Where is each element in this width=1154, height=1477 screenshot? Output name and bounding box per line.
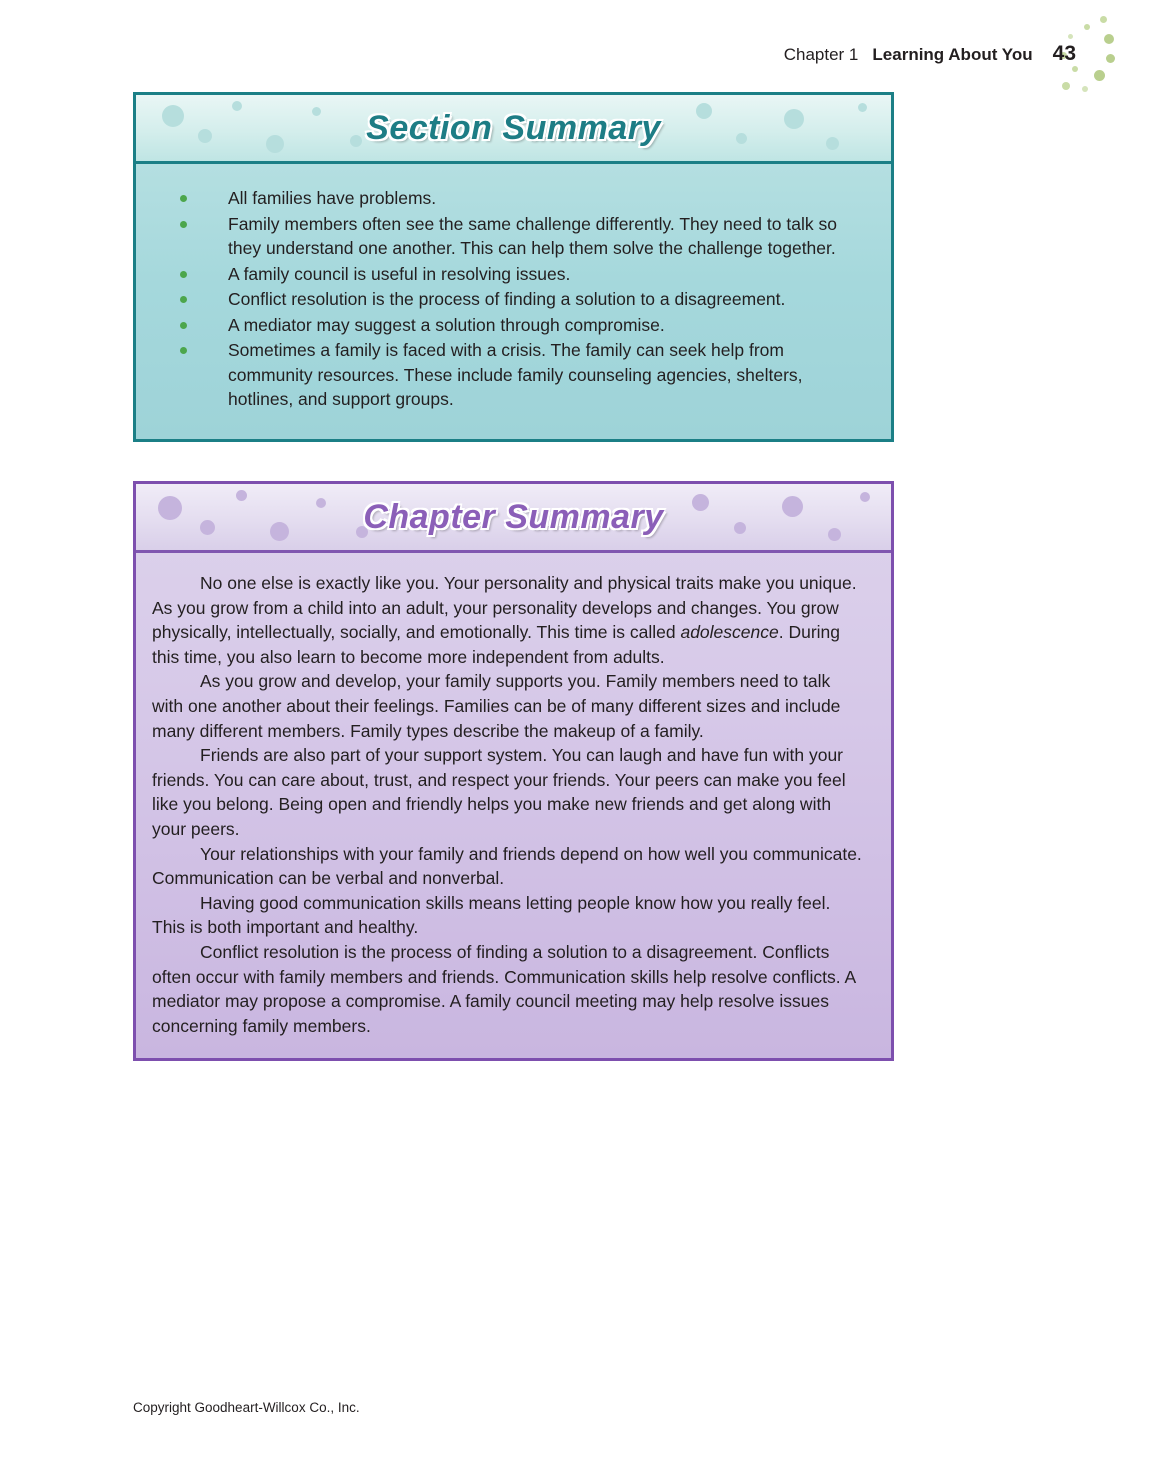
- list-item-text: Sometimes a family is faced with a crisis. The family can seek help from community resources. These include family counseling agencies, shelters, hotlines, and support groups.: [228, 340, 803, 409]
- paragraph: [152, 571, 865, 669]
- paragraph: Conflict resolution is the process of finding a solution to a disagreement. Conflicts often occur with family members and friends. Communication skills help resolve conflicts. A mediator may propose a compromise. A family council meeting may help resolve issues concerning family members.: [152, 941, 856, 1036]
- bullet-dot-icon: [180, 322, 187, 329]
- list-item-text: A family council is useful in resolving issues.: [228, 263, 571, 284]
- bullet-dot-icon: [180, 347, 187, 354]
- list-item-text: Family members often see the same challenge differently. They need to talk so they understand one another. This can help them solve the challenge together.: [228, 213, 837, 258]
- chapter-label: Chapter 1: [783, 45, 859, 64]
- paragraph-part-2: . During this time, you also learn to become more independent from adults.: [152, 622, 841, 667]
- list-item: [158, 186, 863, 211]
- paragraph-part-1: No one else is exactly like you. Your personality and physical traits make you unique. As you grow from a child into an adult, your personality develops and changes. You grow physically, intellectually, socially, and emotionally. This time is called: [152, 573, 857, 643]
- page-number: 43: [1052, 42, 1076, 65]
- list-item: [158, 287, 863, 312]
- bullet-dot-icon: [180, 195, 187, 202]
- list-item-text: A mediator may suggest a solution through compromise.: [228, 314, 665, 335]
- chapter-summary-box: [133, 481, 894, 1061]
- page-header: [784, 42, 1076, 66]
- chapter-summary-body: [136, 553, 891, 1058]
- section-summary-banner: [136, 95, 891, 164]
- section-summary-bullets: [136, 164, 891, 439]
- section-summary-box: [133, 92, 894, 442]
- paragraph: As you grow and develop, your family supports you. Family members need to talk with one another about their feelings. Families can be of many different sizes and include many different members. Family types describe the makeup of a family.: [152, 671, 841, 741]
- chapter-title: Learning About You: [872, 45, 1033, 64]
- chapter-summary-banner: [136, 484, 891, 553]
- bullet-dot-icon: [180, 296, 187, 303]
- list-item-text: Conflict resolution is the process of finding a solution to a disagreement.: [228, 289, 786, 309]
- list-item: [158, 212, 863, 261]
- list-item: [158, 262, 863, 287]
- copyright-notice: Copyright Goodheart-Willcox Co., Inc.: [133, 1400, 360, 1415]
- italic-term: adolescence: [680, 622, 779, 643]
- list-item-text: All families have problems.: [228, 188, 437, 208]
- paragraph: Friends are also part of your support system. You can laugh and have fun with your friends. You can care about, trust, and respect your friends. Your peers can make you feel like you belong. Being open and friendly helps you make new friends and get along with your peers.: [152, 745, 846, 839]
- chapter-summary-title: Chapter Summary: [363, 498, 664, 536]
- paragraph: Your relationships with your family and friends depend on how well you communicate. Communication can be verbal and nonverbal.: [152, 843, 862, 889]
- bullet-dot-icon: [180, 221, 187, 228]
- list-item: [158, 338, 863, 412]
- bullet-dot-icon: [180, 271, 187, 278]
- section-summary-title: Section Summary: [366, 109, 661, 147]
- list-item: [158, 313, 863, 338]
- paragraph: Having good communication skills means letting people know how you really feel. This is both important and healthy.: [152, 892, 831, 938]
